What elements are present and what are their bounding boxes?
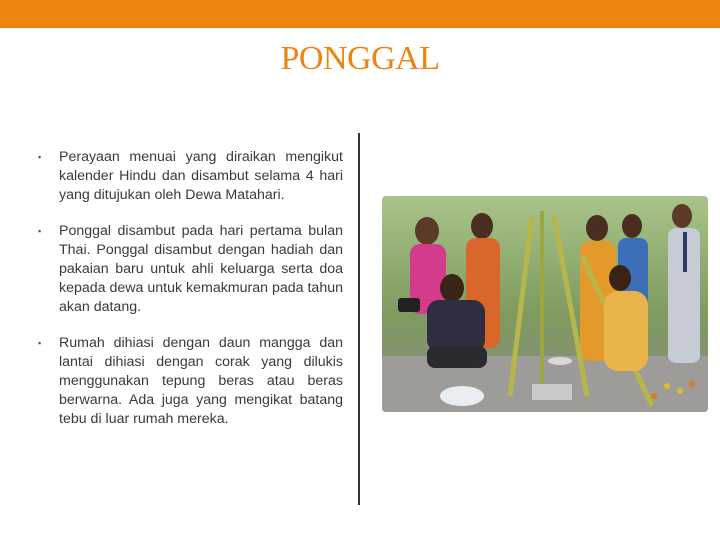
- bullet-icon: ▪: [38, 338, 42, 348]
- bullet-list: [38, 148, 343, 446]
- bullet-text: Ponggal disambut pada hari pertama bulan Thai. Ponggal disambut dengan hadiah dan pakaian baru untuk ahli keluarga serta doa kepada dewa untuk kemakmuran pada tahun akan datang.: [59, 223, 343, 315]
- bullet-icon: ▪: [38, 226, 42, 236]
- bullet-icon: ▪: [38, 152, 42, 162]
- ponggal-celebration-photo: [382, 196, 708, 412]
- slide-title: PONGGAL: [280, 40, 440, 77]
- bullet-item: [38, 334, 343, 429]
- bullet-text: Rumah dihiasi dengan daun mangga dan lantai dihiasi dengan corak yang dilukis menggunakan tepung beras atau beras berwarna. Ada juga yang mengikat batang tebu di luar rumah mereka.: [59, 335, 343, 427]
- bullet-item: [38, 148, 343, 205]
- bullet-text: Perayaan menuai yang diraikan mengikut kalender Hindu dan disambut selama 4 hari yang ditujukan oleh Dewa Matahari.: [59, 149, 343, 203]
- bullet-item: [38, 222, 343, 317]
- top-accent-bar: [0, 0, 720, 28]
- vertical-divider: [358, 133, 360, 505]
